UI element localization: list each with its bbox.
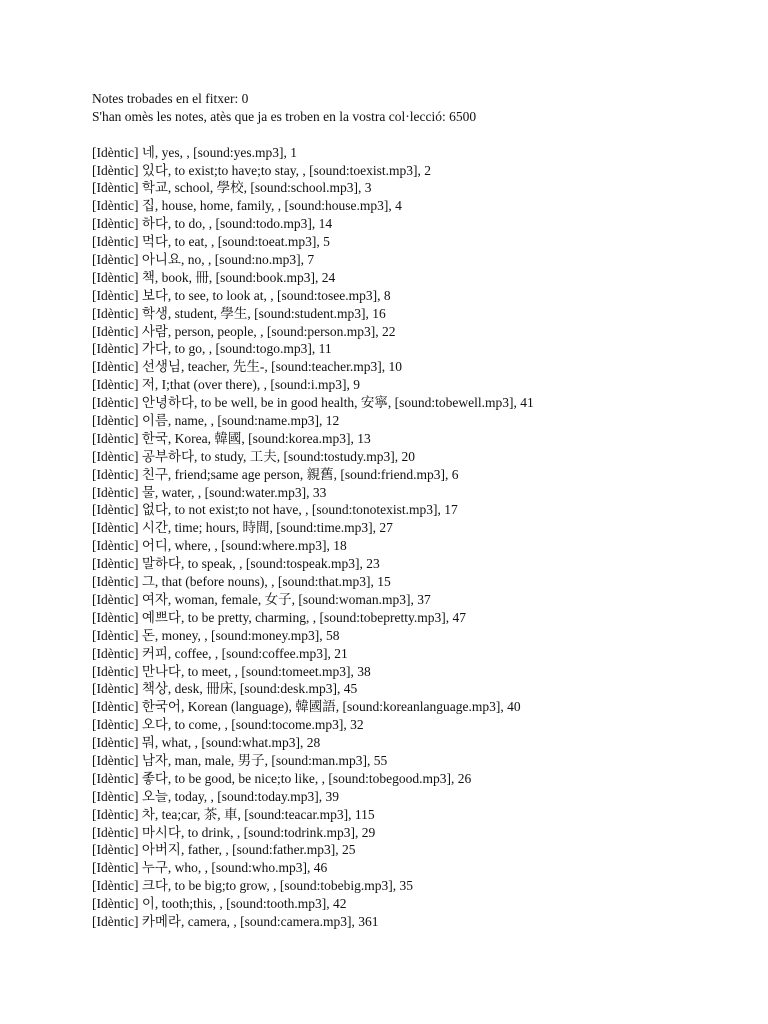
notes-found-line: Notes trobades en el fitxer: 0 bbox=[92, 91, 249, 106]
log-entry: [Idèntic] 아니요, no, , [sound:no.mp3], 7 bbox=[92, 252, 315, 268]
log-entry: [Idèntic] 학교, school, 學校, [sound:school.mp3], 3 bbox=[92, 180, 372, 196]
log-entry: [Idèntic] 오다, to come, , [sound:tocome.mp3], 32 bbox=[92, 717, 364, 733]
log-entry: [Idèntic] 책, book, 冊, [sound:book.mp3], 24 bbox=[92, 269, 336, 285]
log-entry: [Idèntic] 누구, who, , [sound:who.mp3], 46 bbox=[92, 860, 328, 876]
log-entry: [Idèntic] 오늘, today, , [sound:today.mp3], 39 bbox=[92, 788, 340, 804]
log-entry: [Idèntic] 네, yes, , [sound:yes.mp3], 1 bbox=[92, 144, 298, 160]
log-entry: [Idèntic] 만나다, to meet, , [sound:tomeet.mp3], 38 bbox=[92, 663, 371, 679]
log-entry: [Idèntic] 친구, friend;same age person, 親舊, [sound:friend.mp3], 6 bbox=[92, 466, 459, 482]
entry-list bbox=[92, 144, 752, 931]
log-entry: [Idèntic] 예쁘다, to be pretty, charming, , [sound:tobepretty.mp3], 47 bbox=[92, 609, 467, 625]
log-entry: [Idèntic] 차, tea;car, 茶, 車, [sound:teacar.mp3], 115 bbox=[92, 806, 375, 822]
log-entry: [Idèntic] 이, tooth;this, , [sound:tooth.mp3], 42 bbox=[92, 896, 347, 912]
log-entry: [Idèntic] 카메라, camera, , [sound:camera.mp3], 361 bbox=[92, 913, 379, 929]
log-entry: [Idèntic] 좋다, to be good, be nice;to like, , [sound:tobegood.mp3], 26 bbox=[92, 770, 472, 786]
log-entry: [Idèntic] 보다, to see, to look at, , [sound:tosee.mp3], 8 bbox=[92, 287, 391, 303]
log-entry: [Idèntic] 커피, coffee, , [sound:coffee.mp3], 21 bbox=[92, 645, 348, 661]
log-entry: [Idèntic] 선생님, teacher, 先生-, [sound:teacher.mp3], 10 bbox=[92, 359, 402, 375]
log-entry: [Idèntic] 책상, desk, 冊床, [sound:desk.mp3], 45 bbox=[92, 681, 358, 697]
log-entry: [Idèntic] 저, I;that (over there), , [sound:i.mp3], 9 bbox=[92, 377, 360, 393]
log-entry: [Idèntic] 크다, to be big;to grow, , [sound:tobebig.mp3], 35 bbox=[92, 878, 414, 894]
log-entry: [Idèntic] 먹다, to eat, , [sound:toeat.mp3], 5 bbox=[92, 234, 330, 250]
log-entry: [Idèntic] 사람, person, people, , [sound:person.mp3], 22 bbox=[92, 323, 396, 339]
log-entry: [Idèntic] 없다, to not exist;to not have, , [sound:tonotexist.mp3], 17 bbox=[92, 502, 458, 518]
log-entry: [Idèntic] 아버지, father, , [sound:father.mp3], 25 bbox=[92, 842, 356, 858]
log-entry: [Idèntic] 있다, to exist;to have;to stay, , [sound:toexist.mp3], 2 bbox=[92, 162, 432, 178]
log-entry: [Idèntic] 안녕하다, to be well, be in good health, 安寧, [sound:tobewell.mp3], 41 bbox=[92, 395, 534, 411]
import-log bbox=[92, 90, 752, 931]
log-entry: [Idèntic] 말하다, to speak, , [sound:tospeak.mp3], 23 bbox=[92, 556, 380, 572]
log-entry: [Idèntic] 한국어, Korean (language), 韓國語, [sound:koreanlanguage.mp3], 40 bbox=[92, 699, 521, 715]
log-entry: [Idèntic] 학생, student, 學生, [sound:student.mp3], 16 bbox=[92, 305, 386, 321]
log-entry: [Idèntic] 뭐, what, , [sound:what.mp3], 28 bbox=[92, 735, 321, 751]
log-entry: [Idèntic] 집, house, home, family, , [sound:house.mp3], 4 bbox=[92, 198, 402, 214]
log-entry: [Idèntic] 물, water, , [sound:water.mp3], 33 bbox=[92, 484, 327, 500]
log-entry: [Idèntic] 공부하다, to study, 工夫, [sound:tostudy.mp3], 20 bbox=[92, 448, 416, 464]
log-entry: [Idèntic] 돈, money, , [sound:money.mp3], 58 bbox=[92, 627, 340, 643]
log-entry: [Idèntic] 그, that (before nouns), , [sound:that.mp3], 15 bbox=[92, 574, 391, 590]
spacer bbox=[92, 126, 752, 144]
log-entry: [Idèntic] 어디, where, , [sound:where.mp3], 18 bbox=[92, 538, 347, 554]
log-entry: [Idèntic] 하다, to do, , [sound:todo.mp3], 14 bbox=[92, 216, 333, 232]
log-entry: [Idèntic] 시간, time; hours, 時間, [sound:time.mp3], 27 bbox=[92, 520, 393, 536]
omitted-notes-line: S'han omès les notes, atès que ja es troben en la vostra col·lecció: 6500 bbox=[92, 108, 477, 124]
log-entry: [Idèntic] 한국, Korea, 韓國, [sound:korea.mp3], 13 bbox=[92, 430, 371, 446]
log-entry: [Idèntic] 남자, man, male, 男子, [sound:man.mp3], 55 bbox=[92, 752, 388, 768]
log-entry: [Idèntic] 이름, name, , [sound:name.mp3], 12 bbox=[92, 413, 340, 429]
log-entry: [Idèntic] 마시다, to drink, , [sound:todrink.mp3], 29 bbox=[92, 824, 376, 840]
log-entry: [Idèntic] 여자, woman, female, 女子, [sound:woman.mp3], 37 bbox=[92, 591, 431, 607]
log-entry: [Idèntic] 가다, to go, , [sound:togo.mp3], 11 bbox=[92, 341, 332, 357]
